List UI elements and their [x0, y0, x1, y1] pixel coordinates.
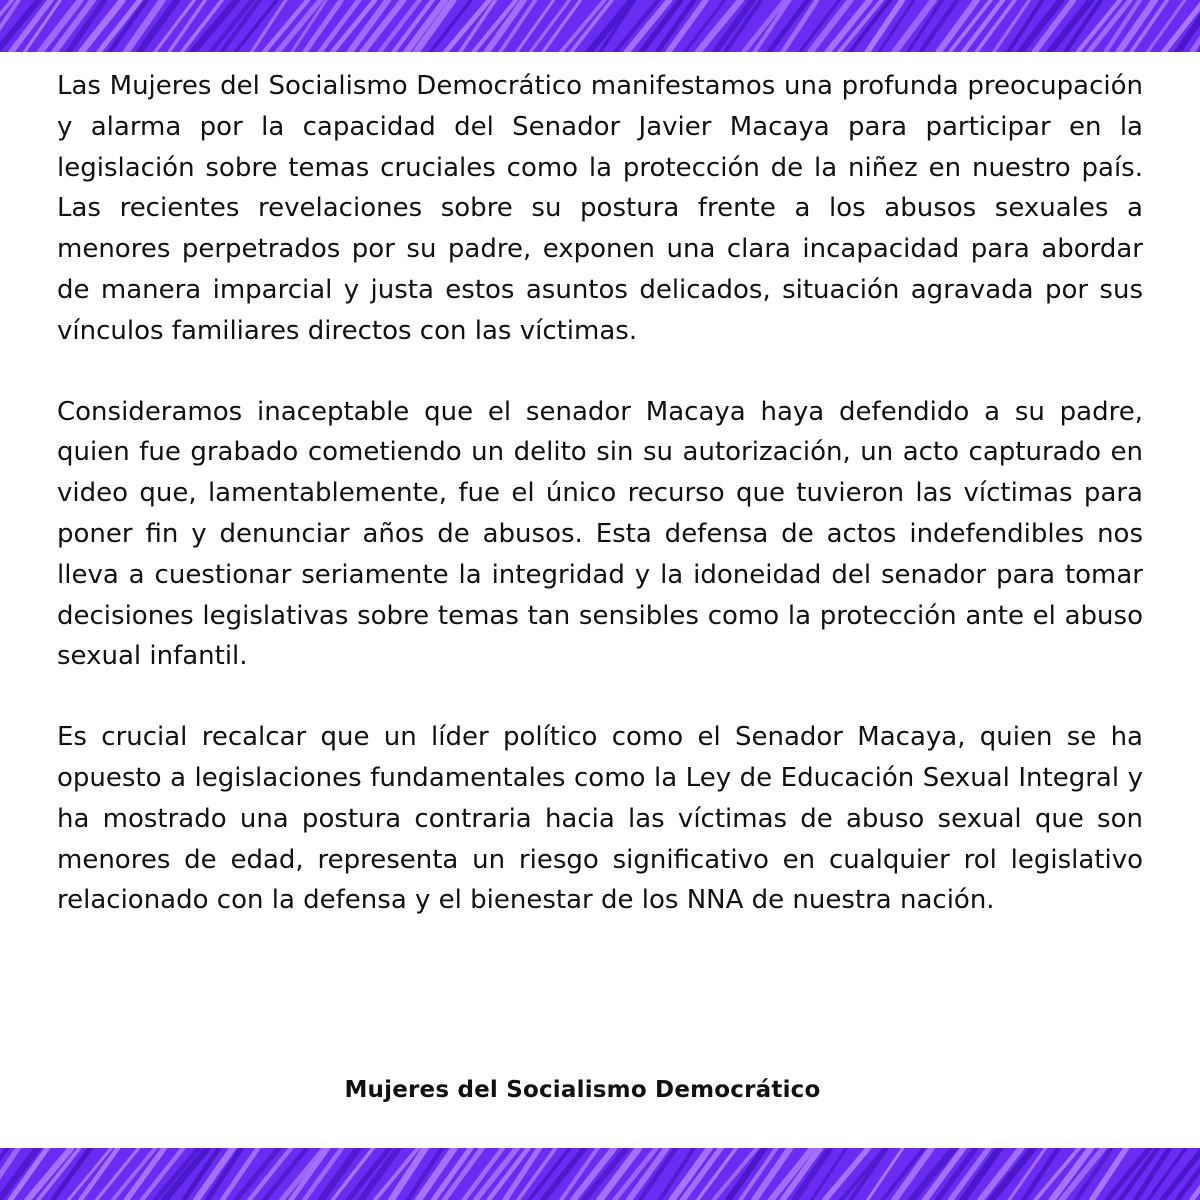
top-stripe-pattern — [0, 0, 1200, 52]
paragraph-2: Consideramos inaceptable que el senador Macaya haya defendido a su padre, quien fue grabado cometiendo un delito sin su autorización, un acto capturado en video que, lamentablemente, fue el único recurso que tuvieron las víctimas para poner fin y denunciar años de abusos. Esta defensa de actos indefendibles nos lleva a cuestionar seriamente la integridad y la idoneidad del senador para tomar decisiones legislativas sobre temas tan sensibles como la protección ante el abuso sexual infantil. — [57, 396, 1143, 672]
top-decorative-band — [0, 0, 1200, 52]
paragraph-3: Es crucial recalcar que un líder político como el Senador Macaya, quien se ha opuesto a legislaciones fundamentales como la Ley de Educación Sexual Integral y ha mostrado una postura contraria hacia las víctimas de abuso sexual que son menores de edad, representa un riesgo significativo en cualquier rol legislativo relacionado con la defensa y el bienestar de los NNA de nuestra nación. — [57, 722, 1143, 916]
bottom-stripe-pattern — [0, 1148, 1200, 1200]
bottom-decorative-band — [0, 1148, 1200, 1200]
statement-body — [57, 66, 1143, 921]
paragraph-1: Las Mujeres del Socialismo Democrático manifestamos una profunda preocupación y alarma por la capacidad del Senador Javier Macaya para participar en la legislación sobre temas cruciales como la protección de la niñez en nuestro país. Las recientes revelaciones sobre su postura frente a los abusos sexuales a menores perpetrados por su padre, exponen una clara incapacidad para abordar de manera imparcial y justa estos asuntos delicados, situación agravada por sus vínculos familiares directos con las víctimas. — [57, 71, 1143, 346]
signature: Mujeres del Socialismo Democrático — [344, 1077, 821, 1103]
